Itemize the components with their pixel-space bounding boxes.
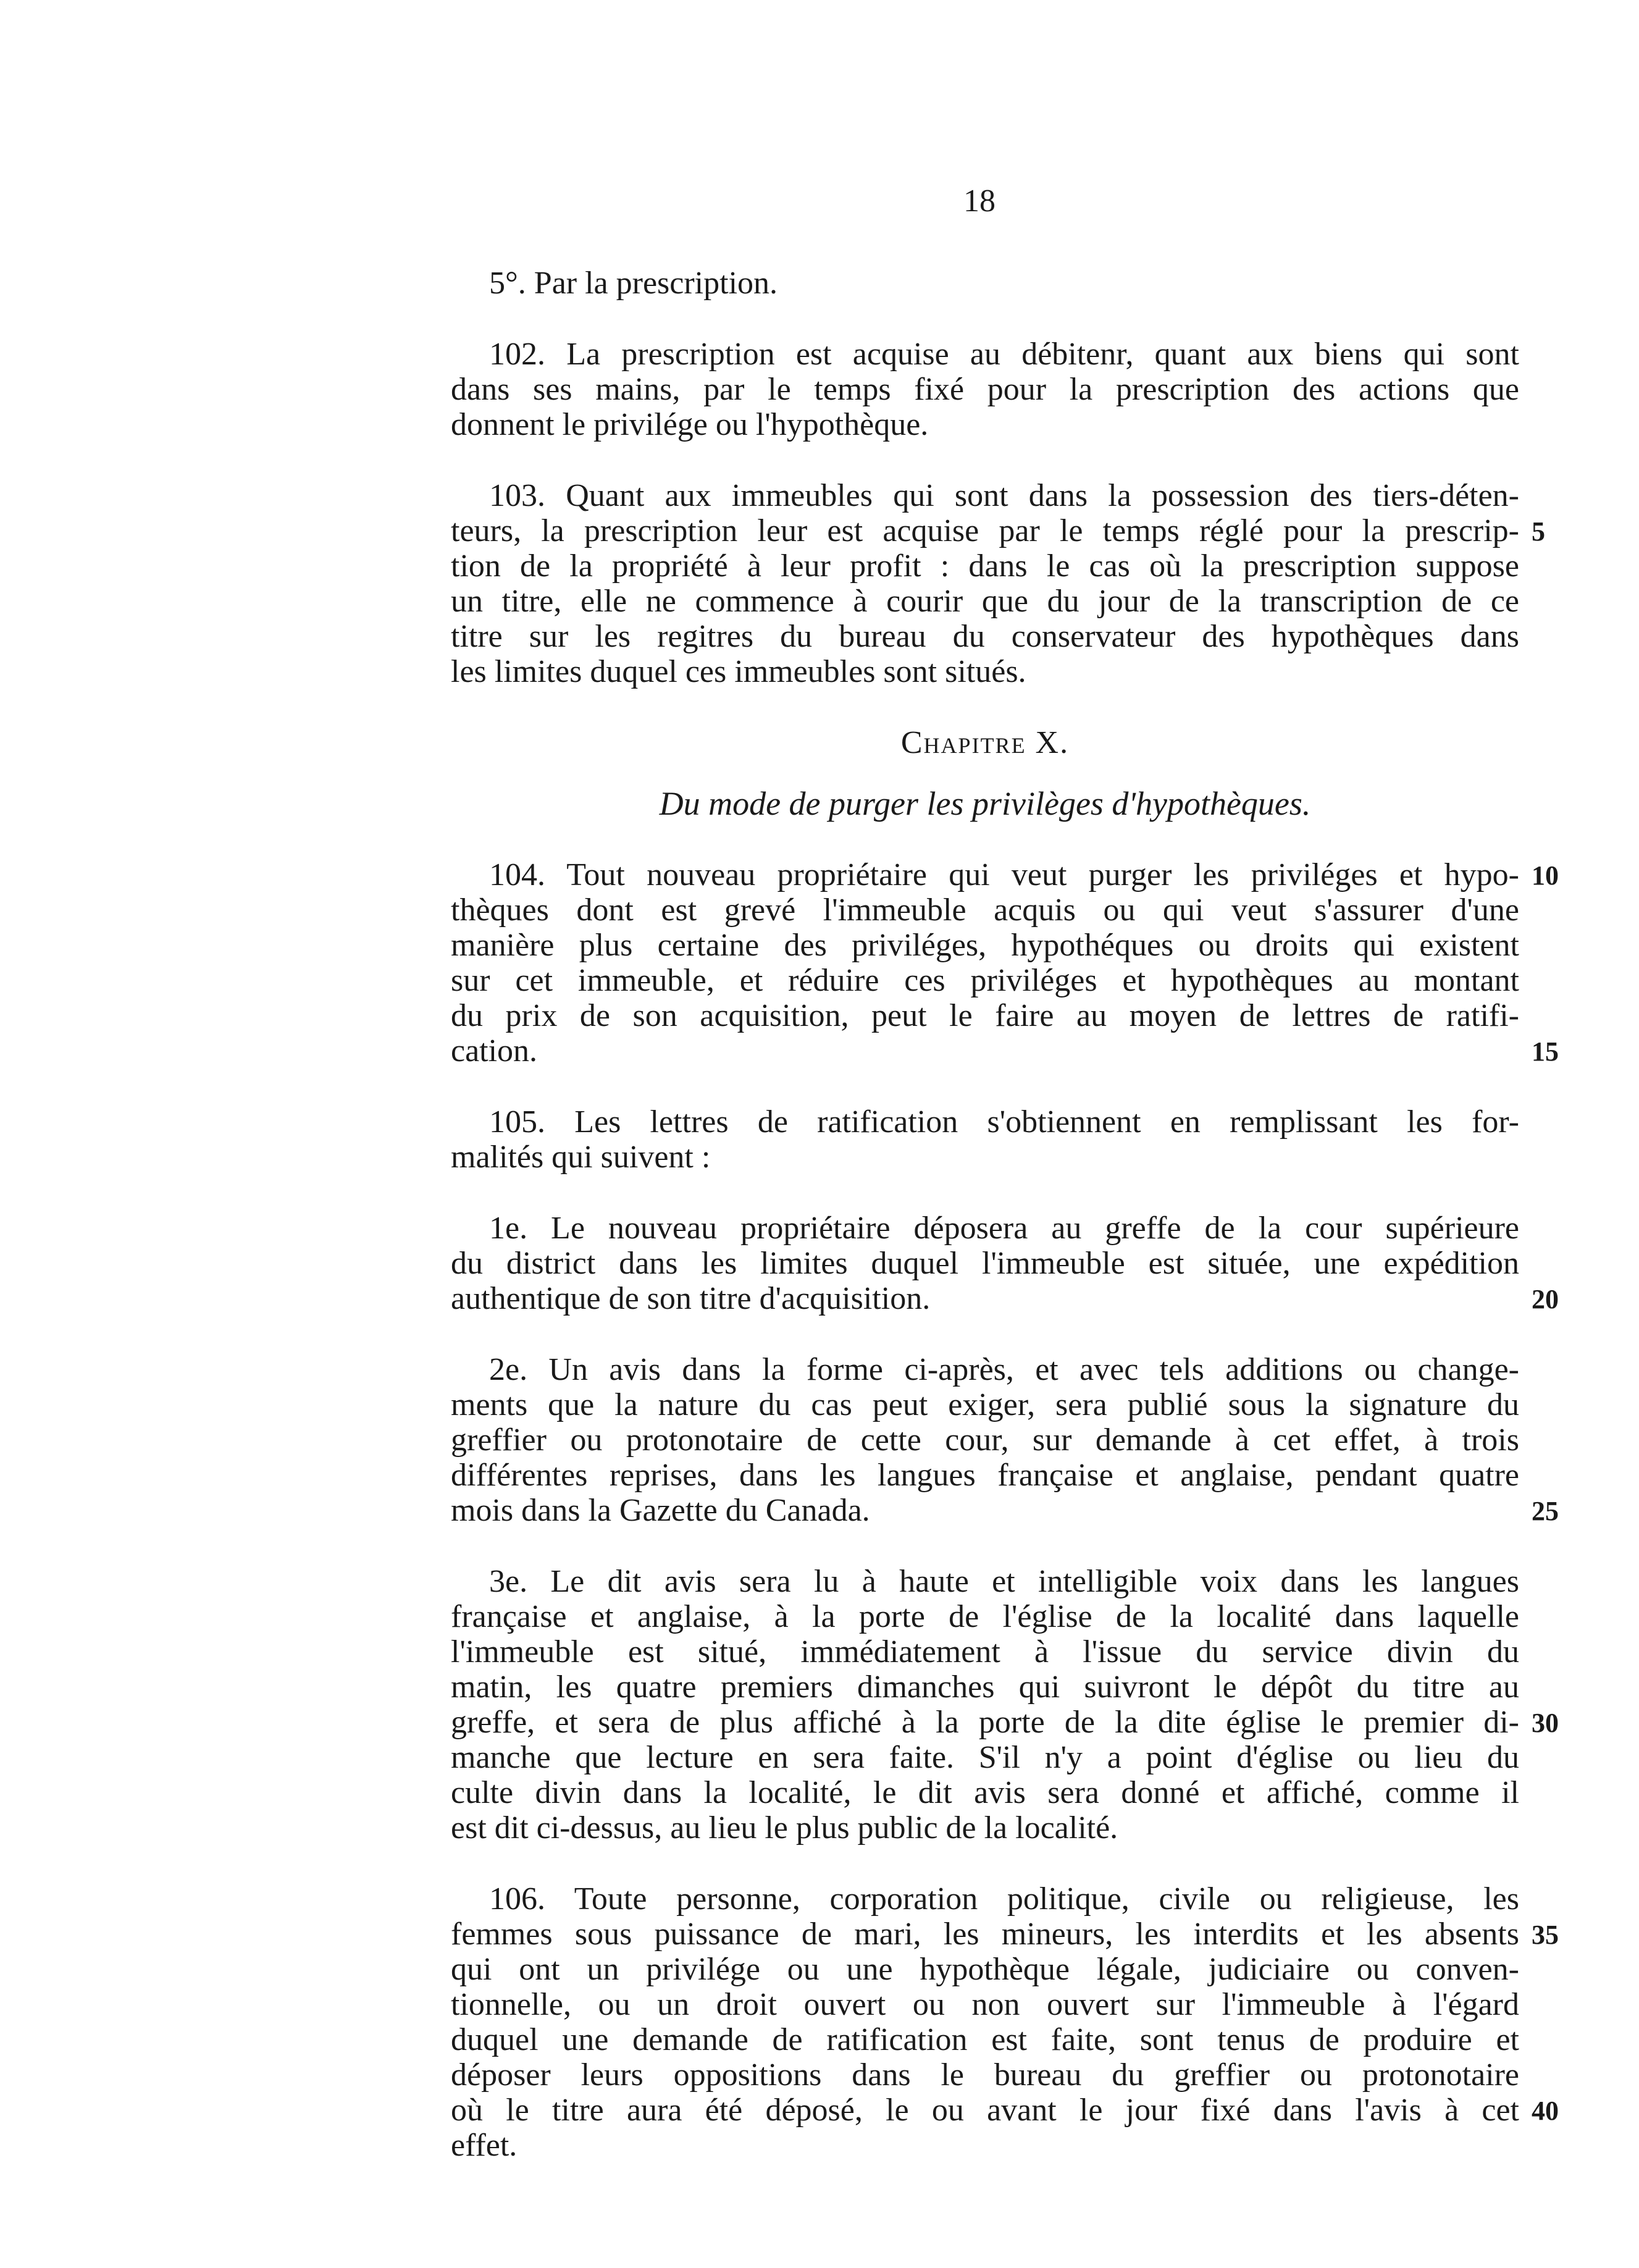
paragraph	[451, 478, 1519, 689]
text-line: 102. La prescription est acquise au débitenr, quant aux biens qui sont	[489, 337, 1519, 372]
paragraphs-before-heading	[451, 266, 1519, 689]
text-line: 2e. Un avis dans la forme ci-après, et avec tels additions ou change-	[489, 1352, 1519, 1387]
paragraph	[451, 266, 1519, 301]
text-line: du prix de son acquisition, peut le faire au moyen de lettres de ratifi-	[451, 998, 1519, 1033]
paragraph	[451, 337, 1519, 442]
chapter-title: Chapitre X.	[900, 725, 1070, 760]
body-text	[451, 266, 1519, 2199]
text-line: tion de la propriété à leur profit : dans le cas où la prescription suppose	[451, 548, 1519, 584]
text-line: qui ont un privilége ou une hypothèque légale, judiciaire ou conven-	[451, 1952, 1519, 1987]
text-line: dans ses mains, par le temps fixé pour la prescription des actions que	[451, 372, 1519, 407]
text-line: manière plus certaine des priviléges, hypothéques ou droits qui existent	[451, 928, 1519, 963]
margin-line-number: 35	[1532, 1920, 1559, 1950]
text-line: est dit ci-dessus, au lieu le plus public de la localité.	[451, 1810, 1118, 1846]
text-line: matin, les quatre premiers dimanches qui suivront le dépôt du titre au	[451, 1670, 1519, 1705]
text-line: malités qui suivent :	[451, 1140, 711, 1175]
text-line: teurs, la prescription leur est acquise par le temps réglé pour la prescrip-	[451, 513, 1519, 548]
page-number: 18	[963, 183, 996, 219]
margin-line-number: 30	[1532, 1708, 1559, 1738]
text-line: déposer leurs oppositions dans le bureau du greffier ou protonotaire	[451, 2057, 1519, 2093]
text-line: où le titre aura été déposé, le ou avant le jour fixé dans l'avis à cet	[451, 2093, 1519, 2128]
text-line: thèques dont est grevé l'immeuble acquis ou qui veut s'assurer d'une	[451, 892, 1519, 928]
chapter-subtitle: Du mode de purger les privilèges d'hypothèques.	[659, 785, 1311, 822]
text-line: donnent le privilége ou l'hypothèque.	[451, 407, 929, 442]
text-line: ments que la nature du cas peut exiger, sera publié sous la signature du	[451, 1387, 1519, 1422]
text-line: un titre, elle ne commence à courir que du jour de la transcription de ce	[451, 584, 1519, 619]
margin-line-number: 5	[1532, 516, 1545, 547]
text-line: mois dans la Gazette du Canada.	[451, 1493, 870, 1528]
text-line: greffier ou protonotaire de cette cour, sur demande à cet effet, à trois	[451, 1422, 1519, 1458]
text-line: sur cet immeuble, et réduire ces priviléges et hypothèques au montant	[451, 963, 1519, 998]
text-line: 3e. Le dit avis sera lu à haute et intelligible voix dans les langues	[489, 1564, 1519, 1599]
margin-line-number: 25	[1532, 1496, 1559, 1526]
paragraph	[451, 1211, 1519, 1316]
text-line: 106. Toute personne, corporation politique, civile ou religieuse, les	[489, 1881, 1519, 1917]
paragraph	[451, 1352, 1519, 1528]
margin-line-number: 40	[1532, 2096, 1559, 2126]
text-line: authentique de son titre d'acquisition.	[451, 1281, 931, 1316]
margin-line-number: 15	[1532, 1036, 1559, 1067]
paragraph	[451, 1881, 1519, 2163]
text-line: française et anglaise, à la porte de l'église de la localité dans laquelle	[451, 1599, 1519, 1634]
text-line: 5°. Par la prescription.	[489, 266, 778, 301]
text-line: tionnelle, ou un droit ouvert ou non ouvert sur l'immeuble à l'égard	[451, 1987, 1519, 2022]
text-line: duquel une demande de ratification est faite, sont tenus de produire et	[451, 2022, 1519, 2057]
text-line: les limites duquel ces immeubles sont situés.	[451, 654, 1026, 689]
text-line: 104. Tout nouveau propriétaire qui veut purger les priviléges et hypo-	[489, 857, 1519, 892]
paragraphs-after-heading	[451, 857, 1519, 2163]
text-line: cation.	[451, 1033, 538, 1069]
paragraph	[451, 1564, 1519, 1846]
paragraph	[451, 1104, 1519, 1175]
text-line: femmes sous puissance de mari, les mineurs, les interdits et les absents	[451, 1917, 1519, 1952]
text-line: greffe, et sera de plus affiché à la porte de la dite église le premier di-	[451, 1705, 1519, 1740]
text-line: manche que lecture en sera faite. S'il n'y a point d'église ou lieu du	[451, 1740, 1519, 1775]
margin-line-number: 20	[1532, 1284, 1559, 1314]
text-line: l'immeuble est situé, immédiatement à l'issue du service divin du	[451, 1634, 1519, 1670]
text-line: titre sur les regitres du bureau du conservateur des hypothèques dans	[451, 619, 1519, 654]
margin-line-number: 10	[1532, 860, 1559, 891]
paragraph	[451, 857, 1519, 1069]
chapter-heading	[451, 725, 1519, 760]
text-line: effet.	[451, 2128, 518, 2163]
text-line: 105. Les lettres de ratification s'obtiennent en remplissant les for-	[489, 1104, 1519, 1140]
text-line: 103. Quant aux immeubles qui sont dans la possession des tiers-déten-	[489, 478, 1519, 513]
text-line: différentes reprises, dans les langues française et anglaise, pendant quatre	[451, 1458, 1519, 1493]
text-line: culte divin dans la localité, le dit avis sera donné et affiché, comme il	[451, 1775, 1519, 1810]
text-line: du district dans les limites duquel l'immeuble est située, une expédition	[451, 1246, 1519, 1281]
text-line: 1e. Le nouveau propriétaire déposera au greffe de la cour supérieure	[489, 1211, 1519, 1246]
